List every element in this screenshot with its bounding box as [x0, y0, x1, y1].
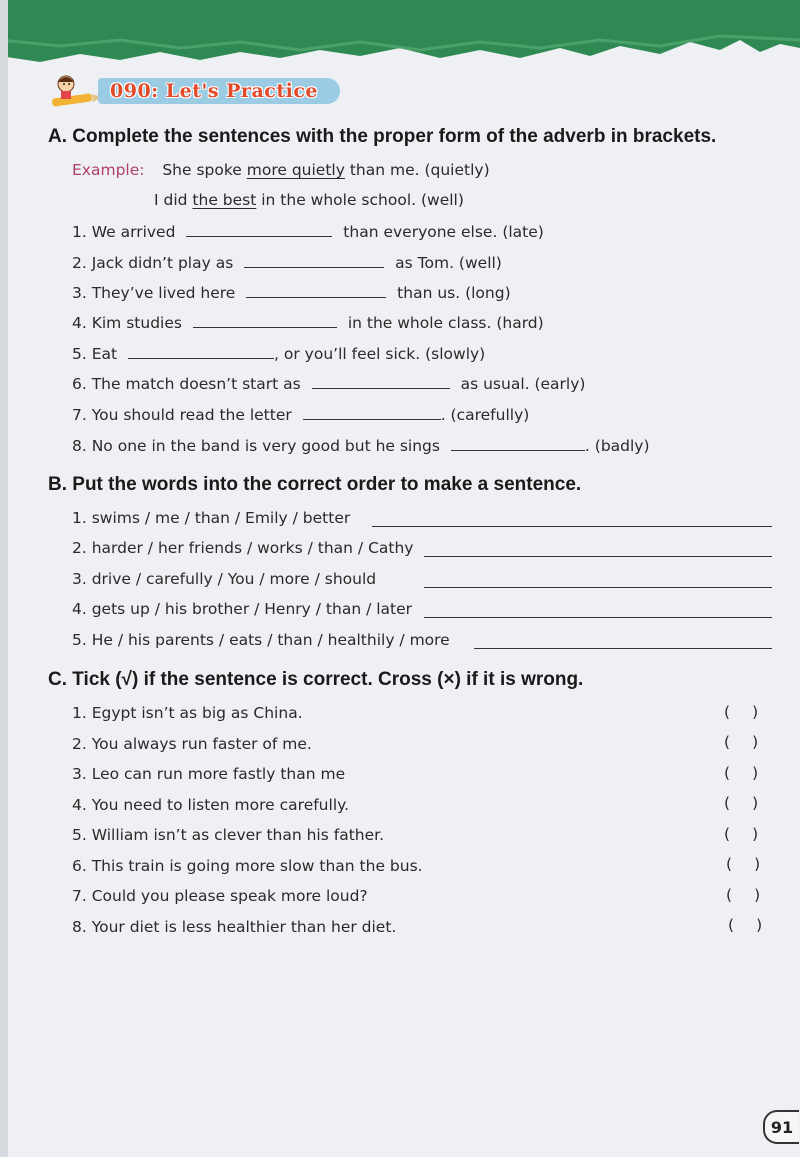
question-c-6: 6. This train is going more slow than the bus.	[72, 857, 423, 875]
question-c-7: 7. Could you please speak more loud?	[72, 887, 368, 905]
answer-line[interactable]	[474, 647, 772, 649]
question-a-1: 1. We arrived than everyone else. (late)	[72, 223, 544, 241]
question-a-2: 2. Jack didn’t play as as Tom. (well)	[72, 254, 502, 272]
answer-blank[interactable]	[186, 222, 332, 237]
answer-line[interactable]	[372, 525, 772, 527]
question-a-5: 5. Eat , or you’ll feel sick. (slowly)	[72, 345, 486, 363]
example-label: Example:	[72, 161, 145, 179]
answer-blank[interactable]	[246, 283, 386, 298]
section-c-title: C. Tick (√) if the sentence is correct. Cross (×) if it is wrong.	[48, 669, 584, 690]
question-c-2: 2. You always run faster of me.	[72, 735, 312, 753]
question-a-8: 8. No one in the band is very good but he sings . (badly)	[72, 437, 650, 455]
question-c-1: 1. Egypt isn’t as big as China.	[72, 704, 303, 722]
page-number: 91	[763, 1110, 799, 1144]
answer-blank[interactable]	[451, 436, 585, 451]
answer-line[interactable]	[424, 555, 772, 557]
example-answer: more quietly	[246, 161, 345, 179]
question-a-6: 6. The match doesn’t start as as usual. (early)	[72, 375, 586, 393]
question-b-3: 3. drive / carefully / You / more / should	[72, 570, 377, 588]
section-a-title: A. Complete the sentences with the proper form of the adverb in brackets.	[48, 126, 717, 147]
example-answer: the best	[192, 191, 257, 209]
answer-paren-box-8[interactable]: ( )	[728, 916, 763, 934]
answer-blank[interactable]	[312, 374, 450, 389]
question-b-1: 1. swims / me / than / Emily / better	[72, 509, 351, 527]
header-banner	[0, 0, 800, 80]
answer-blank[interactable]	[128, 344, 274, 359]
page-edge	[0, 0, 8, 1157]
answer-line[interactable]	[424, 586, 772, 588]
answer-blank[interactable]	[303, 405, 441, 420]
answer-paren-box-1[interactable]: ( )	[724, 703, 759, 721]
question-c-3: 3. Leo can run more fastly than me	[72, 765, 346, 783]
example-line-1: Example: She spoke more quietly than me. (quietly)	[72, 161, 490, 179]
example-line-2: I did the best in the whole school. (well)	[154, 191, 464, 209]
question-b-4: 4. gets up / his brother / Henry / than / later	[72, 600, 413, 618]
title-pill	[98, 78, 340, 104]
question-b-2: 2. harder / her friends / works / than / Cathy	[72, 539, 414, 557]
girl-on-pencil-icon	[46, 72, 106, 112]
answer-paren-box-5[interactable]: ( )	[724, 825, 759, 843]
answer-paren-box-7[interactable]: ( )	[726, 886, 761, 904]
question-b-5: 5. He / his parents / eats / than / healthily / more	[72, 631, 450, 649]
answer-line[interactable]	[424, 616, 772, 618]
answer-paren-box-2[interactable]: ( )	[724, 733, 759, 751]
section-b-title: B. Put the words into the correct order to make a sentence.	[48, 474, 582, 495]
answer-paren-box-6[interactable]: ( )	[726, 855, 761, 873]
question-c-5: 5. William isn’t as clever than his father.	[72, 826, 385, 844]
answer-blank[interactable]	[193, 313, 337, 328]
question-c-8: 8. Your diet is less healthier than her diet.	[72, 918, 397, 936]
answer-blank[interactable]	[244, 253, 384, 268]
question-c-4: 4. You need to listen more carefully.	[72, 796, 350, 814]
answer-paren-box-3[interactable]: ( )	[724, 764, 759, 782]
lesson-title-block	[46, 72, 386, 112]
question-a-7: 7. You should read the letter . (carefully)	[72, 406, 530, 424]
answer-paren-box-4[interactable]: ( )	[724, 794, 759, 812]
question-a-3: 3. They’ve lived here than us. (long)	[72, 284, 511, 302]
question-a-4: 4. Kim studies in the whole class. (hard)	[72, 314, 544, 332]
page-title: 090: Let's Practice	[110, 80, 318, 102]
